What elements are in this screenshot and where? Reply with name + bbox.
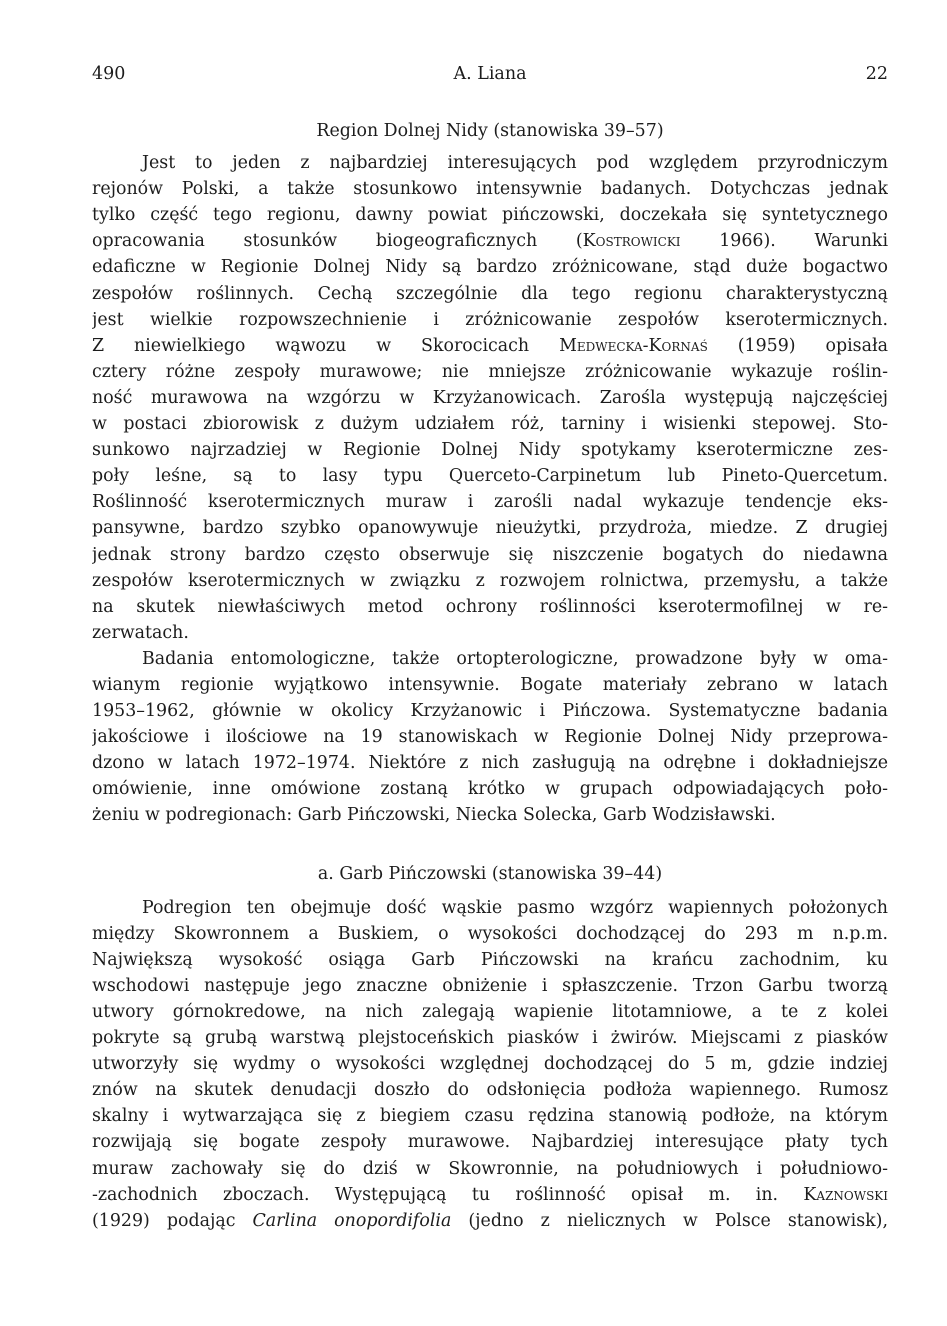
text-line: muraw zachowały się do dziś w Skowronnie, na południowych i południowo- (92, 1158, 888, 1179)
text-line: w postaci zbiorowisk z dużym udziałem róż, tarniny i wisienki stepowej. Sto- (92, 414, 888, 435)
text-line: rozwijają się bogate zespoły murawowe. Najbardziej interesujące płaty tych (92, 1132, 888, 1153)
text-line: sunkowo najrzadziej w Regionie Dolnej Nidy spotykamy kserotermiczne zes- (92, 440, 888, 461)
text-line: wianym regionie wyjątkowo intensywnie. Bogate materiały zebrano w latach (92, 674, 888, 695)
text-line: Badania entomologiczne, także ortopterologiczne, prowadzone były w oma- (142, 648, 888, 669)
text-line: utwory górnokredowe, na nich zalegają wapienie litotamniowe, a te z kolei (92, 1002, 888, 1022)
text-line: Podregion ten obejmuje dość wąskie pasmo wzgórz wapiennych położonych (142, 897, 888, 918)
text-line: cztery różne zespoły murawowe; nie mniejsze zróżnicowanie wykazuje roślin- (92, 361, 888, 382)
text-line: Największą wysokość osiąga Garb Pińczowski na krańcu zachodnim, ku (92, 949, 888, 970)
text-line: Roślinność kserotermicznych muraw i zarośli nadal wykazuje tendencje eks- (92, 492, 888, 513)
section-heading: Region Dolnej Nidy (stanowiska 39–57) (316, 121, 664, 141)
text-line: ność murawowa na wzgórzu w Krzyżanowicach. Zarośla występują najczęściej (92, 387, 888, 408)
body-text (92, 118, 888, 1234)
text-line: (1929) podając Carlina onopordifolia (jedno z nielicznych w Polsce stanowisk), (92, 1210, 888, 1231)
text-line: poły leśne, są to lasy typu Querceto-Carpinetum lub Pineto-Quercetum. (92, 466, 888, 487)
text-line: jednak strony bardzo często obserwuje się niszczenie bogatych do niedawna (92, 544, 888, 565)
text-line: zespołów roślinnych. Cechą szczególnie dla tego regionu charakterystyczną (92, 283, 888, 304)
running-header (92, 64, 888, 88)
text-line: zerwatach. (92, 622, 189, 643)
text-line: opracowania stosunków biogeograficznych (Kostrowicki 1966). Warunki (92, 231, 888, 252)
text-line: Jest to jeden z najbardziej interesujących pod względem przyrodniczym (142, 153, 888, 174)
page-number-right: 22 (865, 64, 888, 84)
text-line: 1953–1962, głównie w okolicy Krzyżanowic i Pińczowa. Systematyczne badania (92, 701, 888, 722)
text-line: omówienie, inne omówione zostaną krótko w grupach odpowiadających poło- (92, 779, 888, 800)
subsection-heading: a. Garb Pińczowski (stanowiska 39–44) (317, 863, 663, 884)
section-1-text (92, 150, 888, 828)
text-line: tylko część tego regionu, dawny powiat pińczowski, doczekała się syntetycznego (92, 205, 888, 226)
page-number-left: 490 (92, 64, 126, 84)
text-line: żeniu w podregionach: Garb Pińczowski, Niecka Solecka, Garb Wodzisławski. (92, 805, 776, 826)
text-line: zespołów kserotermicznych w związku z rozwojem rolnictwa, przemysłu, a także (92, 570, 888, 591)
text-line: znów na skutek denudacji doszło do odsłonięcia podłoża wapiennego. Rumosz (92, 1080, 888, 1101)
text-line: jakościowe i ilościowe na 19 stanowiskach w Regionie Dolnej Nidy przeprowa- (92, 727, 888, 748)
text-line: pokryte są grubą warstwą plejstoceńskich piasków i żwirów. Miejscami z piasków (92, 1028, 888, 1049)
text-line: -zachodnich zboczach. Występującą tu roślinność opisał m. in. Kaznowski (92, 1184, 888, 1205)
text-line: edaficzne w Regionie Dolnej Nidy są bardzo zróżnicowane, stąd duże bogactwo (92, 257, 888, 278)
text-line: utworzyły się wydmy o wysokości względnej dochodzącej do 5 m, gdzie indziej (92, 1054, 888, 1075)
text-line: między Skowronnem a Buskiem, o wysokości dochodzącej do 293 m n.p.m. (92, 923, 888, 944)
text-line: rejonów Polski, a także stosunkowo intensywnie badanych. Dotychczas jednak (92, 179, 888, 200)
text-line: jest wielkie rozpowszechnienie i zróżnicowanie zespołów kserotermicznych. (92, 309, 888, 330)
text-line: na skutek niewłaściwych metod ochrony roślinności kserotermofilnej w re- (92, 596, 888, 617)
text-line: skalny i wytwarzająca się z biegiem czasu rędzina stanowią podłoże, na którym (92, 1106, 888, 1127)
text-line: dzono w latach 1972–1974. Niektóre z nich zasługują na odrębne i dokładniejsze (92, 753, 888, 774)
running-head-author: A. Liana (453, 64, 527, 84)
text-line: pansywne, bardzo szybko opanowywuje nieużytki, przydroża, miedze. Z drugiej (92, 518, 888, 539)
text-line: Z niewielkiego wąwozu w Skorocicach Medwecka-Kornaś (1959) opisała (92, 335, 888, 356)
text-line: wschodowi następuje jego znaczne obniżenie i spłaszczenie. Trzon Garbu tworzą (92, 975, 888, 996)
section-2-text (92, 895, 888, 1234)
